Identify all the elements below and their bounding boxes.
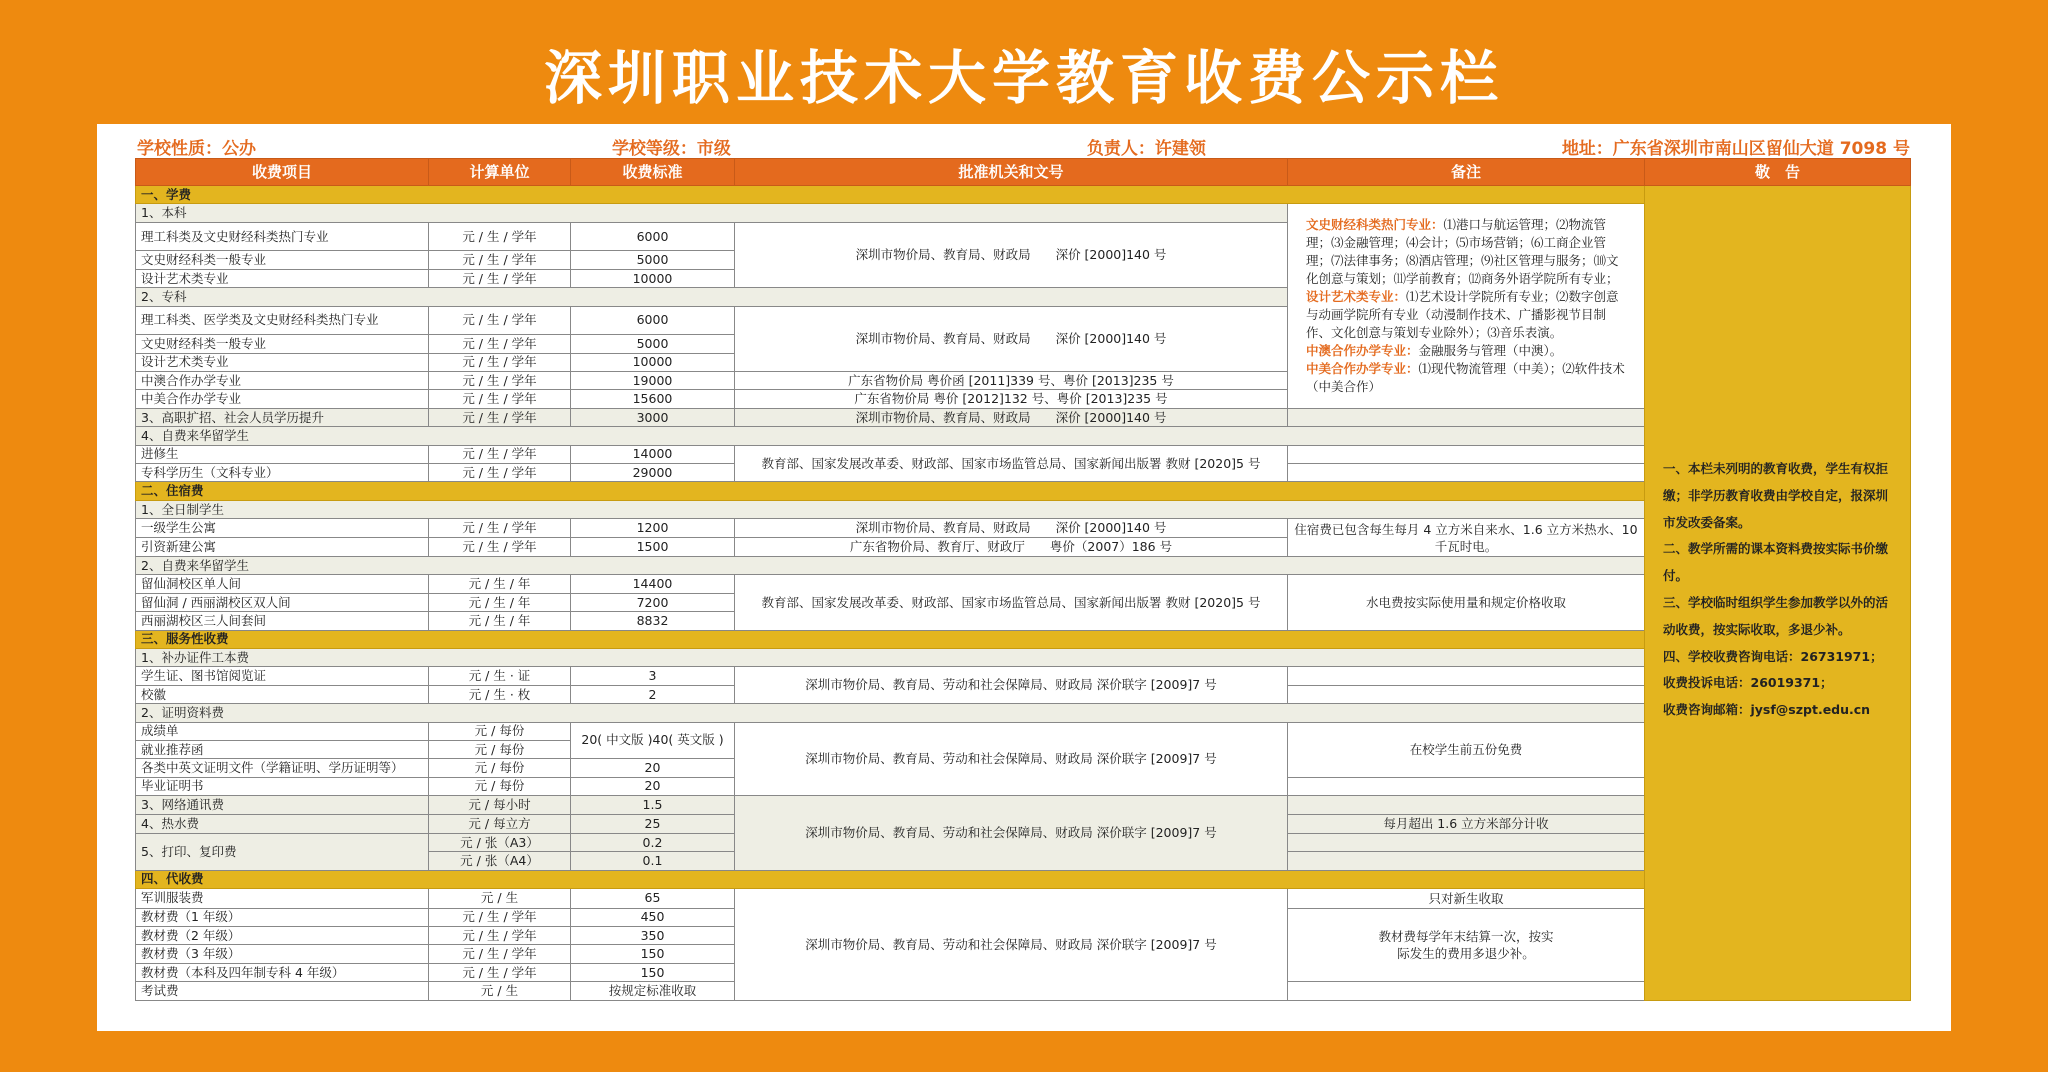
approval-cell: 深圳市物价局、教育局、财政局 深价 [2000]140 号 <box>735 519 1288 538</box>
fee-cell: 10000 <box>571 353 735 371</box>
item-cell: 文史财经科类一般专业 <box>136 251 429 269</box>
approval-cell: 深圳市物价局、教育局、劳动和社会保障局、财政局 深价联字 [2009]7 号 <box>735 889 1288 1001</box>
unit-cell: 元 / 生 / 学年 <box>429 908 571 926</box>
unit-cell: 元 / 每立方 <box>429 814 571 833</box>
unit-cell: 元 / 每份 <box>429 722 571 740</box>
item-cell: 理工科类及文史财经科类热门专业 <box>136 222 429 251</box>
approval-cell: 深圳市物价局、教育局、劳动和社会保障局、财政局 深价联字 [2009]7 号 <box>735 796 1288 871</box>
col-approval: 批准机关和文号 <box>735 159 1288 186</box>
unit-cell: 元 / 生 / 学年 <box>429 222 571 251</box>
remark-empty <box>1288 464 1645 482</box>
item-cell: 就业推荐函 <box>136 740 429 758</box>
section-collection: 四、代收费 <box>136 870 1645 888</box>
remark-label: 文史财经科类热门专业： <box>1306 217 1444 233</box>
notice-board <box>97 124 1951 1031</box>
fee-cell: 0.2 <box>571 834 735 852</box>
remark-text: 金融服务与管理（中澳）。 <box>1418 343 1563 359</box>
fee-cell: 150 <box>571 945 735 963</box>
table-row <box>136 796 1911 814</box>
item-cell: 军训服装费 <box>136 889 429 908</box>
item-cell: 学生证、图书馆阅览证 <box>136 667 429 685</box>
item-cell: 各类中英文证明文件（学籍证明、学历证明等） <box>136 759 429 777</box>
col-notice: 敬 告 <box>1645 159 1911 186</box>
remark-empty <box>1288 667 1645 685</box>
fee-cell: 15600 <box>571 390 735 408</box>
approval-cell: 广东省物价局、教育厅、财政厅 粤价（2007）186 号 <box>735 538 1288 557</box>
item-cell: 教材费（本科及四年制专科 4 年级） <box>136 963 429 981</box>
unit-cell: 元 / 生 / 学年 <box>429 251 571 269</box>
remark-empty <box>1288 852 1645 870</box>
unit-cell: 元 / 每小时 <box>429 796 571 814</box>
school-info-bar <box>137 134 1910 158</box>
subsection-label: 4、自费来华留学生 <box>136 427 1645 445</box>
section-row <box>136 186 1911 204</box>
unit-cell: 元 / 生 / 学年 <box>429 408 571 426</box>
unit-cell: 元 / 生 / 年 <box>429 575 571 593</box>
fee-cell: 3000 <box>571 408 735 426</box>
approval-cell: 深圳市物价局、教育局、财政局 深价 [2000]140 号 <box>735 222 1288 287</box>
subsection-row <box>136 557 1911 575</box>
unit-cell: 元 / 生 / 学年 <box>429 945 571 963</box>
notice-line: 三、学校临时组织学生参加教学以外的活动收费，按实际收取，多退少补。 <box>1663 594 1889 637</box>
remark-empty <box>1288 834 1645 852</box>
responsible-person: 负责人：许建领 <box>1086 138 1206 159</box>
unit-cell: 元 / 生 / 学年 <box>429 269 571 287</box>
subsection-label: 1、补办证件工本费 <box>136 649 1645 667</box>
section-row <box>136 482 1911 500</box>
col-item: 收费项目 <box>136 159 429 186</box>
fee-cell: 10000 <box>571 269 735 287</box>
item-cell: 教材费（3 年级） <box>136 945 429 963</box>
subsection-label: 2、专科 <box>136 288 1288 306</box>
school-address: 地址：广东省深圳市南山区留仙大道 7098 号 <box>1561 138 1910 159</box>
item-cell: 考试费 <box>136 982 429 1001</box>
unit-cell: 元 / 生 / 学年 <box>429 927 571 945</box>
table-row <box>136 519 1911 538</box>
subsection-label: 1、全日制学生 <box>136 500 1645 518</box>
section-row <box>136 630 1911 648</box>
subsection-row <box>136 704 1911 722</box>
fee-cell: 450 <box>571 908 735 926</box>
fee-cell: 150 <box>571 963 735 981</box>
unit-cell: 元 / 生 / 学年 <box>429 390 571 408</box>
notice-line: 一、本栏未列明的教育收费，学生有权拒缴；非学历教育收费由学校自定，报深圳市发改委备案。 <box>1663 461 1889 530</box>
item-cell: 中澳合作办学专业 <box>136 372 429 390</box>
table-row <box>136 408 1911 426</box>
col-remark: 备注 <box>1288 159 1645 186</box>
remark-text: ⑴港口与航运管理；⑵物流管理；⑶金融管理；⑷会计；⑸市场营销；⑹工商企业管理；⑺法律事务；⑻酒店管理；⑼社区管理与服务；⑽文化创意与策划；⑾学前教育；⑿商务外语学院所有专业； <box>1306 217 1619 287</box>
fee-cell: 29000 <box>571 464 735 482</box>
unit-cell: 元 / 生 / 学年 <box>429 335 571 353</box>
unit-cell: 元 / 生 / 学年 <box>429 353 571 371</box>
remark-label: 设计艺术类专业： <box>1306 289 1407 305</box>
fee-cell: 0.1 <box>571 852 735 870</box>
remark-empty <box>1288 982 1645 1001</box>
remark-label: 中美合作办学专业： <box>1306 361 1419 377</box>
approval-cell: 教育部、国家发展改革委、财政部、国家市场监管总局、国家新闻出版署 教财 [2020]5 号 <box>735 445 1288 482</box>
subsection-row <box>136 204 1911 222</box>
remark-empty <box>1288 796 1645 814</box>
remark-cell: 住宿费已包含每生每月 4 立方米自来水、1.6 立方米热水、10 千瓦时电。 <box>1288 519 1645 557</box>
fee-cell: 2 <box>571 685 735 703</box>
remark-text: ⑴现代物流管理（中美）；⑵软件技术（中美合作） <box>1306 361 1625 395</box>
fee-cell: 3 <box>571 667 735 685</box>
subsection-row <box>136 500 1911 518</box>
unit-cell: 元 / 生 <box>429 982 571 1001</box>
fee-cell: 5000 <box>571 251 735 269</box>
notice-cell <box>1645 186 1911 1001</box>
fee-table <box>135 158 1911 1001</box>
item-cell: 设计艺术类专业 <box>136 269 429 287</box>
unit-cell: 元 / 每份 <box>429 740 571 758</box>
unit-cell: 元 / 每份 <box>429 777 571 795</box>
approval-cell: 教育部、国家发展改革委、财政部、国家市场监管总局、国家新闻出版署 教财 [2020]5 号 <box>735 575 1288 630</box>
fee-cell: 19000 <box>571 372 735 390</box>
fee-cell: 1500 <box>571 538 735 557</box>
approval-cell: 广东省物价局 粤价 [2012]132 号、粤价 [2013]235 号 <box>735 390 1288 408</box>
remark-cell: 教材费每学年末结算一次，按实际发生的费用多退少补。 <box>1288 908 1645 982</box>
subsection-row <box>136 427 1911 445</box>
page-title: 深圳职业技术大学教育收费公示栏 <box>543 44 1504 112</box>
fee-cell: 14400 <box>571 575 735 593</box>
col-unit: 计算单位 <box>429 159 571 186</box>
notice-line: 收费投诉电话：26019371； <box>1663 675 1833 691</box>
unit-cell: 元 / 每份 <box>429 759 571 777</box>
notice-line: 收费咨询邮箱：jysf@szpt.edu.cn <box>1663 702 1871 718</box>
remark-text: ⑴艺术设计学院所有专业；⑵数字创意与动画学院所有专业（动漫制作技术、广播影视节目制作、文化创意与策划专业除外）；⑶音乐表演。 <box>1306 289 1619 341</box>
notice-line: 二、教学所需的课本资料费按实际书价缴付。 <box>1663 541 1889 584</box>
header-row <box>136 159 1911 186</box>
item-cell: 教材费（1 年级） <box>136 908 429 926</box>
item-cell: 专科学历生（文科专业） <box>136 464 429 482</box>
unit-cell: 元 / 生 / 学年 <box>429 464 571 482</box>
item-cell: 中美合作办学专业 <box>136 390 429 408</box>
unit-cell: 元 / 生 / 学年 <box>429 372 571 390</box>
item-cell: 一级学生公寓 <box>136 519 429 538</box>
subsection-row <box>136 649 1911 667</box>
approval-cell: 深圳市物价局、教育局、劳动和社会保障局、财政局 深价联字 [2009]7 号 <box>735 667 1288 704</box>
fee-cell: 1.5 <box>571 796 735 814</box>
fee-cell: 1200 <box>571 519 735 538</box>
fee-cell: 5000 <box>571 335 735 353</box>
item-cell: 5、打印、复印费 <box>136 834 429 871</box>
fee-cell: 6000 <box>571 222 735 251</box>
fee-cell: 14000 <box>571 445 735 463</box>
unit-cell: 元 / 生 <box>429 889 571 908</box>
approval-cell: 深圳市物价局、教育局、财政局 深价 [2000]140 号 <box>735 408 1288 426</box>
fee-cell: 8832 <box>571 612 735 630</box>
table-row <box>136 889 1911 908</box>
item-cell: 校徽 <box>136 685 429 703</box>
item-cell: 3、高职扩招、社会人员学历提升 <box>136 408 429 426</box>
unit-cell: 元 / 生 / 学年 <box>429 538 571 557</box>
item-cell: 理工科类、医学类及文史财经科类热门专业 <box>136 306 429 335</box>
item-cell: 文史财经科类一般专业 <box>136 335 429 353</box>
item-cell: 西丽湖校区三人间套间 <box>136 612 429 630</box>
remark-label: 中澳合作办学专业： <box>1306 343 1419 359</box>
unit-cell: 元 / 生 / 学年 <box>429 963 571 981</box>
fee-cell: 350 <box>571 927 735 945</box>
approval-cell: 深圳市物价局、教育局、财政局 深价 [2000]140 号 <box>735 306 1288 371</box>
remark-cell: 在校学生前五份免费 <box>1288 722 1645 777</box>
fee-cell: 20( 中文版 )40( 英文版 ) <box>571 722 735 759</box>
fee-cell: 20 <box>571 777 735 795</box>
section-dorm: 二、住宿费 <box>136 482 1645 500</box>
fee-cell: 65 <box>571 889 735 908</box>
major-remarks <box>1288 204 1645 408</box>
section-row <box>136 870 1911 888</box>
table-row <box>136 575 1911 593</box>
remark-empty <box>1288 777 1645 795</box>
fee-cell: 按规定标准收取 <box>571 982 735 1001</box>
school-nature: 学校性质：公办 <box>137 138 256 159</box>
approval-cell: 广东省物价局 粤价函 [2011]339 号、粤价 [2013]235 号 <box>735 372 1288 390</box>
unit-cell: 元 / 生 / 年 <box>429 612 571 630</box>
unit-cell: 元 / 生 · 证 <box>429 667 571 685</box>
unit-cell: 元 / 生 / 学年 <box>429 306 571 335</box>
unit-cell: 元 / 生 · 枚 <box>429 685 571 703</box>
item-cell: 成绩单 <box>136 722 429 740</box>
fee-cell: 7200 <box>571 593 735 611</box>
fee-cell: 25 <box>571 814 735 833</box>
section-service: 三、服务性收费 <box>136 630 1645 648</box>
item-cell: 进修生 <box>136 445 429 463</box>
fee-cell: 20 <box>571 759 735 777</box>
item-cell: 引资新建公寓 <box>136 538 429 557</box>
subsection-label: 2、自费来华留学生 <box>136 557 1645 575</box>
unit-cell: 元 / 张（A3） <box>429 834 571 852</box>
col-fee: 收费标准 <box>571 159 735 186</box>
unit-cell: 元 / 生 / 学年 <box>429 519 571 538</box>
remark-cell: 只对新生收取 <box>1288 889 1645 908</box>
notice-line: 四、学校收费咨询电话：26731971； <box>1663 648 1883 664</box>
item-cell: 教材费（2 年级） <box>136 927 429 945</box>
item-cell: 4、热水费 <box>136 814 429 833</box>
item-cell: 留仙洞校区单人间 <box>136 575 429 593</box>
remark-empty <box>1288 408 1645 426</box>
section-tuition: 一、学费 <box>136 186 1645 204</box>
fee-cell: 6000 <box>571 306 735 335</box>
unit-cell: 元 / 生 / 学年 <box>429 445 571 463</box>
remark-cell: 水电费按实际使用量和规定价格收取 <box>1288 575 1645 630</box>
table-row <box>136 722 1911 740</box>
item-cell: 3、网络通讯费 <box>136 796 429 814</box>
remark-cell: 每月超出 1.6 立方米部分计收 <box>1288 814 1645 833</box>
unit-cell: 元 / 生 / 年 <box>429 593 571 611</box>
school-level: 学校等级：市级 <box>611 138 731 159</box>
table-row <box>136 667 1911 685</box>
remark-empty <box>1288 685 1645 703</box>
unit-cell: 元 / 张（A4） <box>429 852 571 870</box>
item-cell: 设计艺术类专业 <box>136 353 429 371</box>
subsection-label: 1、本科 <box>136 204 1288 222</box>
table-row <box>136 445 1911 463</box>
item-cell: 留仙洞 / 西丽湖校区双人间 <box>136 593 429 611</box>
approval-cell: 深圳市物价局、教育局、劳动和社会保障局、财政局 深价联字 [2009]7 号 <box>735 722 1288 796</box>
item-cell: 毕业证明书 <box>136 777 429 795</box>
subsection-label: 2、证明资料费 <box>136 704 1645 722</box>
remark-empty <box>1288 445 1645 463</box>
